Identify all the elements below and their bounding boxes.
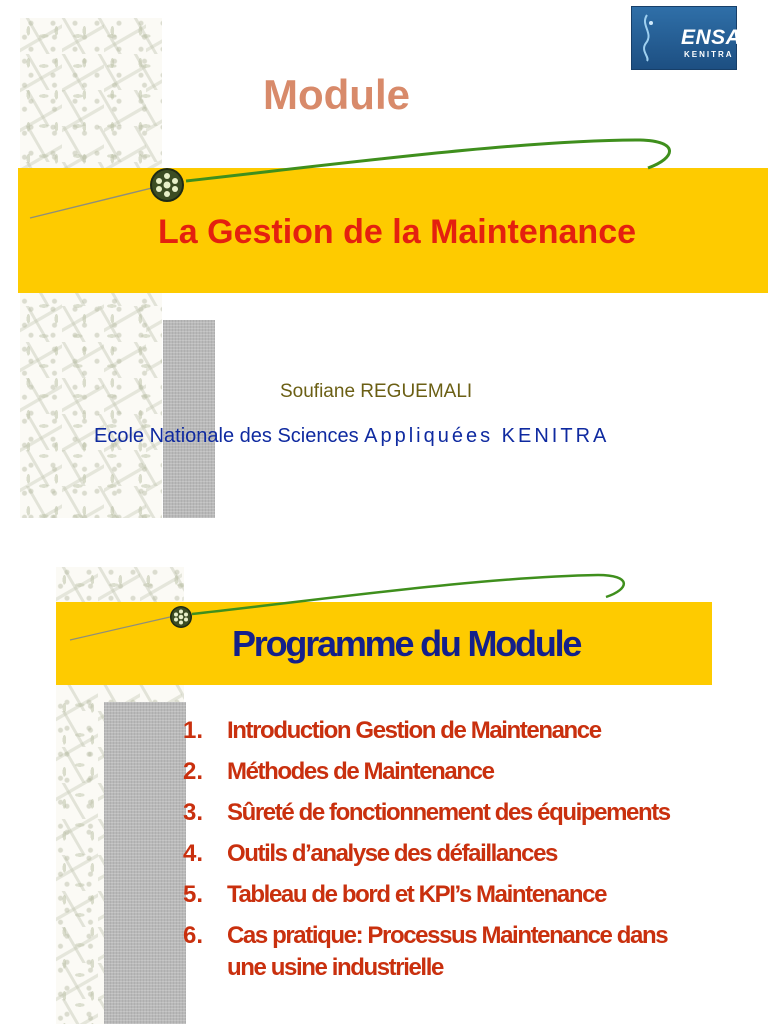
- bullet-orb-icon: [169, 605, 193, 629]
- logo-text: ENSA: [681, 26, 742, 49]
- university-emblem-icon: [636, 13, 658, 63]
- list-item: [183, 920, 670, 984]
- module-label: Module: [263, 71, 410, 118]
- item-text: Tableau de bord et KPI’s Maintenance: [227, 881, 607, 908]
- item-text: Sûreté de fonctionnement des équipements: [227, 799, 670, 826]
- school-name: [94, 425, 609, 448]
- program-list: [183, 715, 670, 993]
- item-text: Cas pratique: Processus Maintenance dans: [227, 922, 668, 949]
- author-name: Soufiane REGUEMALI: [280, 381, 473, 402]
- item-text: Méthodes de Maintenance: [227, 758, 494, 785]
- list-item: [183, 715, 670, 747]
- bullet-orb-icon: [148, 166, 186, 204]
- program-slide: [0, 565, 768, 1024]
- list-item: [183, 879, 670, 911]
- ensa-logo: [631, 6, 742, 70]
- logo-city: KENITRA: [684, 50, 734, 59]
- list-item: [183, 838, 670, 870]
- item-text-continued: une usine industrielle: [227, 954, 443, 981]
- item-number: 1.: [183, 717, 204, 744]
- item-number: 2.: [183, 758, 204, 785]
- item-text: Outils d’analyse des défaillances: [227, 840, 557, 867]
- school-name-part1: Ecole Nationale des Sciences: [94, 425, 365, 447]
- decorative-gray-bar: [163, 320, 215, 518]
- item-number: 4.: [183, 840, 204, 867]
- list-item: [183, 756, 670, 788]
- item-text: Introduction Gestion de Maintenance: [227, 717, 601, 744]
- list-item: [183, 797, 670, 829]
- program-title: Programme du Module: [232, 623, 581, 664]
- course-title: La Gestion de la Maintenance: [158, 213, 637, 251]
- item-number: 3.: [183, 799, 204, 826]
- decorative-gray-bar: [104, 702, 186, 1024]
- item-number: 5.: [183, 881, 204, 908]
- item-number: 6.: [183, 922, 204, 949]
- school-name-part2: Appliquées KENITRA: [364, 425, 610, 447]
